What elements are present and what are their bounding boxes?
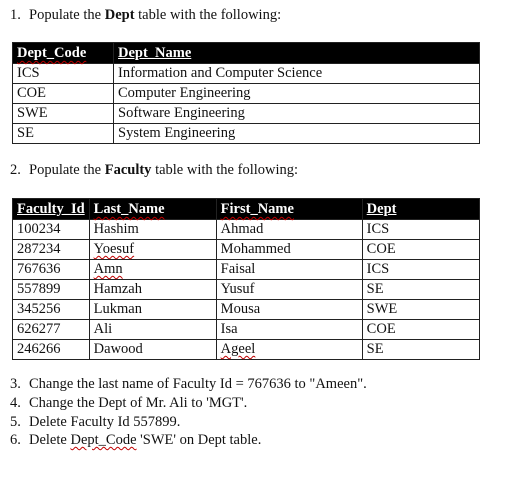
step-text: Delete Faculty Id 557899. [29, 414, 181, 430]
step-number: 2. [10, 162, 21, 178]
table-cell: Yusuf [216, 280, 362, 300]
table-row [13, 240, 480, 260]
step-number: 3. [10, 376, 21, 392]
table-header-row [13, 43, 480, 64]
table-cell: 345256 [13, 300, 90, 320]
table-cell: Hamzah [89, 280, 216, 300]
table-cell: 287234 [13, 240, 90, 260]
dept-table [12, 42, 480, 144]
step-text: Populate the [29, 7, 105, 23]
table-cell [89, 260, 216, 280]
table-cell: Information and Computer Science [114, 64, 480, 84]
table-cell: Software Engineering [114, 104, 480, 124]
table-row [13, 124, 480, 144]
table-cell: ICS [13, 64, 114, 84]
table-row [13, 300, 480, 320]
table-cell: Isa [216, 320, 362, 340]
instruction-4 [10, 394, 247, 412]
step-text: table with the following: [134, 7, 282, 23]
step-text: Change the Dept of Mr. Ali to 'MGT'. [29, 395, 248, 411]
step-number: 4. [10, 395, 21, 411]
table-cell: Mousa [216, 300, 362, 320]
table-cell: 246266 [13, 340, 90, 360]
table-cell: COE [13, 84, 114, 104]
step-bold-word: Dept [104, 7, 135, 23]
table-cell: Lukman [89, 300, 216, 320]
column-header: Dept_Code [13, 43, 114, 64]
table-row [13, 104, 480, 124]
table-cell: Dawood [89, 340, 216, 360]
table-cell [89, 240, 216, 260]
table-row [13, 84, 480, 104]
step-number: 5. [10, 414, 21, 430]
instruction-6 [10, 431, 261, 449]
table-row [13, 320, 480, 340]
instruction-3 [10, 375, 367, 393]
table-cell: Hashim [89, 220, 216, 240]
table-cell: Mohammed [216, 240, 362, 260]
table-cell: Ali [89, 320, 216, 340]
step-text: table with the following: [151, 162, 299, 178]
misspelled-word: Dept_Code [70, 432, 137, 448]
instruction-2 [10, 161, 298, 179]
instruction-1 [10, 6, 281, 24]
table-row [13, 64, 480, 84]
table-cell: ICS [362, 260, 479, 280]
misspelled-word: Yoesuf [93, 241, 135, 257]
table-cell: 557899 [13, 280, 90, 300]
instruction-5 [10, 413, 180, 431]
table-row [13, 220, 480, 240]
table-cell: ICS [362, 220, 479, 240]
table-header-row [13, 199, 480, 220]
table-cell: System Engineering [114, 124, 480, 144]
table-row [13, 280, 480, 300]
step-text: Change the last name of Faculty Id = 767636 to "Ameen". [29, 376, 367, 392]
table-cell: SE [13, 124, 114, 144]
step-text: Delete [29, 432, 71, 448]
step-text: Populate the [29, 162, 105, 178]
table-cell: Faisal [216, 260, 362, 280]
step-number: 6. [10, 432, 21, 448]
step-number: 1. [10, 7, 21, 23]
table-cell [216, 340, 362, 360]
column-header: Last_Name [89, 199, 216, 220]
table-cell: 626277 [13, 320, 90, 340]
table-cell: SE [362, 280, 479, 300]
column-header: Dept_Name [114, 43, 480, 64]
step-text: 'SWE' on Dept table. [136, 432, 262, 448]
column-header: Faculty_Id [13, 199, 90, 220]
table-cell: COE [362, 320, 479, 340]
table-cell: Ahmad [216, 220, 362, 240]
faculty-table [12, 198, 480, 360]
misspelled-word: Ageel [220, 341, 256, 357]
table-cell: COE [362, 240, 479, 260]
table-cell: Computer Engineering [114, 84, 480, 104]
misspelled-word: Amn [93, 261, 123, 277]
table-row [13, 260, 480, 280]
table-cell: SWE [13, 104, 114, 124]
column-header: Dept [362, 199, 479, 220]
table-row [13, 340, 480, 360]
table-cell: SWE [362, 300, 479, 320]
table-cell: 767636 [13, 260, 90, 280]
column-header: First_Name [216, 199, 362, 220]
table-cell: SE [362, 340, 479, 360]
table-cell: 100234 [13, 220, 90, 240]
step-bold-word: Faculty [104, 162, 152, 178]
